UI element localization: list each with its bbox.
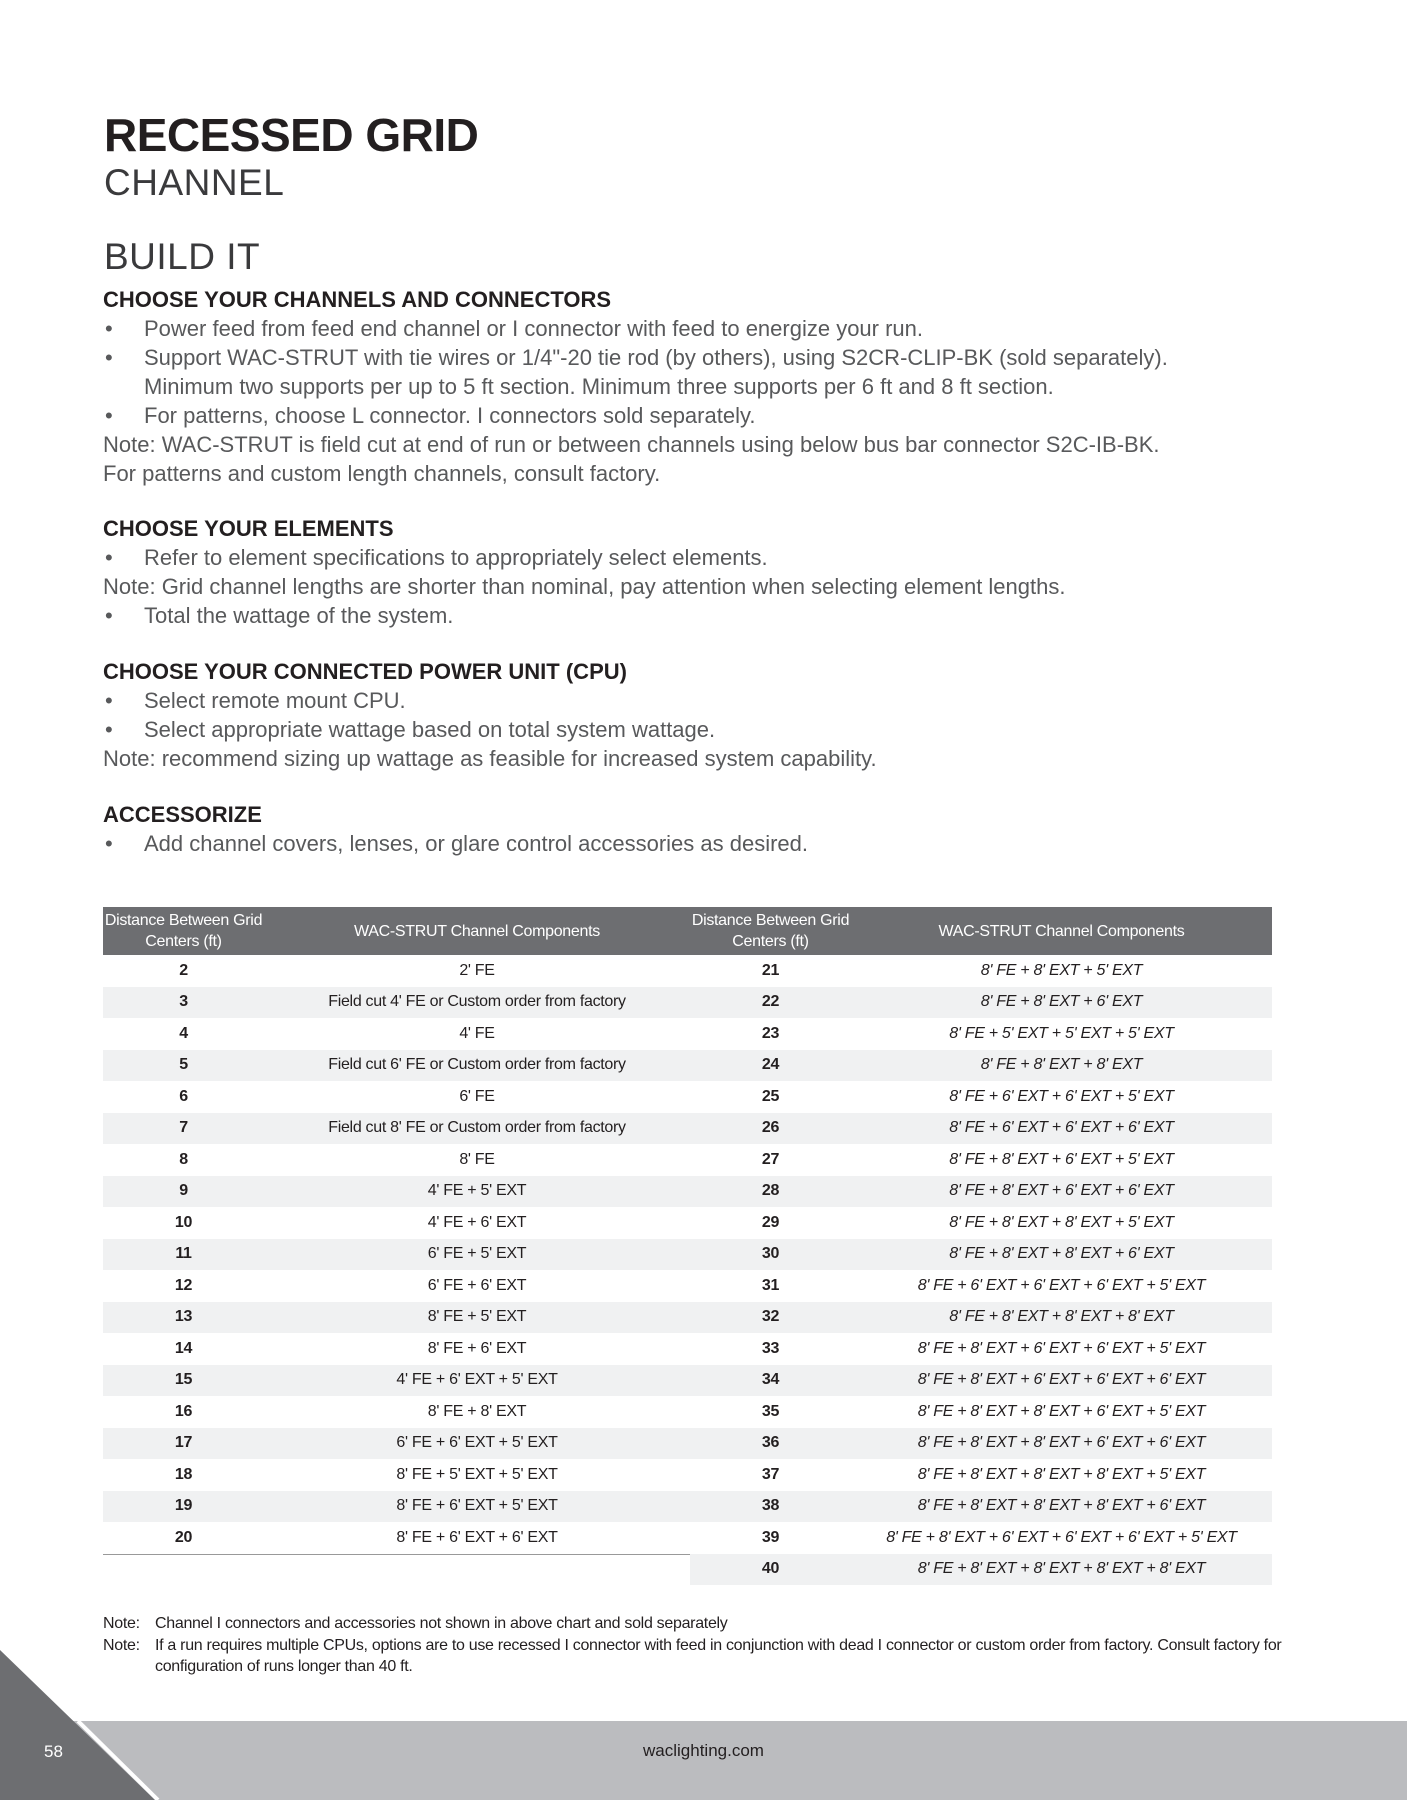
table-row	[690, 1207, 1272, 1239]
table-row	[103, 1270, 690, 1302]
components-cell: 8' FE + 8' EXT + 8' EXT + 8' EXT + 8' EXT	[917, 1560, 1206, 1578]
components-cell: 8' FE + 8' EXT + 8' EXT + 6' EXT + 6' EXT	[917, 1434, 1206, 1452]
components-cell: 8' FE + 8' EXT + 8' EXT + 5' EXT	[949, 1213, 1174, 1231]
section-channels	[103, 285, 1168, 488]
distance-cell: 12	[174, 1276, 193, 1294]
distance-cell: 26	[761, 1119, 780, 1137]
table-row	[103, 1302, 690, 1334]
table-row	[690, 1050, 1272, 1082]
components-cell: 8' FE + 8' EXT + 6' EXT + 6' EXT + 6' EXT	[917, 1371, 1206, 1389]
components-cell: 4' FE + 6' EXT + 5' EXT	[396, 1371, 558, 1389]
table-left-half	[103, 955, 690, 1555]
table-row	[103, 1207, 690, 1239]
distance-cell: 37	[761, 1465, 780, 1483]
table-row	[690, 955, 1272, 987]
note	[103, 1613, 1335, 1635]
table-row	[690, 1144, 1272, 1176]
table-row	[690, 1081, 1272, 1113]
distance-cell: 3	[179, 993, 188, 1011]
table-row	[103, 1459, 690, 1491]
distance-cell: 18	[174, 1465, 193, 1483]
table-row	[103, 1428, 690, 1460]
table-row	[690, 1239, 1272, 1271]
footer-url[interactable]: waclighting.com	[643, 1741, 764, 1760]
components-cell: 8' FE + 6' EXT + 5' EXT	[396, 1497, 558, 1515]
table-row	[103, 1050, 690, 1082]
components-cell: Field cut 4' FE or Custom order from factory	[328, 993, 626, 1011]
note-label: Note:	[103, 1615, 140, 1632]
bullet-item: • Refer to element specifications to appropriately select elements.	[103, 543, 1065, 572]
distance-cell: 2	[179, 961, 188, 979]
table-row	[690, 1522, 1272, 1554]
bullet-item: • Support WAC-STRUT with tie wires or 1/4"-20 tie rod (by others), using S2CR-CLIP-BK (sold separately).	[103, 343, 1168, 372]
distance-cell: 17	[174, 1434, 193, 1452]
components-cell: 8' FE + 8' EXT + 8' EXT + 8' EXT + 5' EXT	[917, 1465, 1206, 1483]
section-heading: CHOOSE YOUR ELEMENTS	[103, 516, 394, 541]
components-cell: 4' FE + 6' EXT	[427, 1213, 527, 1231]
components-cell: 6' FE + 6' EXT	[427, 1276, 527, 1294]
distance-cell: 13	[174, 1308, 193, 1326]
components-cell: Field cut 8' FE or Custom order from factory	[328, 1119, 626, 1137]
distance-cell: 21	[761, 961, 780, 979]
bullet-item: • Select appropriate wattage based on total system wattage.	[103, 715, 877, 744]
notes	[103, 1613, 1335, 1678]
components-cell: 8' FE + 8' EXT + 6' EXT + 5' EXT	[949, 1150, 1174, 1168]
distance-cell: 4	[179, 1024, 188, 1042]
table-row	[690, 1302, 1272, 1334]
components-cell: 4' FE + 5' EXT	[427, 1182, 527, 1200]
header-components: WAC-STRUT Channel Components	[938, 922, 1185, 940]
table-header	[103, 907, 1272, 955]
components-cell: 6' FE + 6' EXT + 5' EXT	[396, 1434, 558, 1452]
table-row	[103, 1522, 690, 1554]
distance-cell: 24	[761, 1056, 780, 1074]
table-row	[103, 1365, 690, 1397]
components-cell: 8' FE + 8' EXT + 8' EXT + 8' EXT + 6' EXT	[917, 1497, 1206, 1515]
corner-triangle-decoration	[0, 1650, 160, 1800]
table-row	[690, 1396, 1272, 1428]
distance-cell: 8	[179, 1150, 188, 1168]
components-cell: 8' FE	[459, 1150, 495, 1168]
components-cell: 8' FE + 8' EXT + 6' EXT	[980, 993, 1143, 1011]
distance-cell: 30	[761, 1245, 780, 1263]
table-row	[103, 1396, 690, 1428]
components-cell: 8' FE + 5' EXT	[427, 1308, 527, 1326]
page-number: 58	[44, 1742, 63, 1761]
section-heading: CHOOSE YOUR CONNECTED POWER UNIT (CPU)	[103, 659, 627, 684]
note-text: Note: WAC-STRUT is field cut at end of run or between channels using below bus bar connector S2C-IB-BK.	[103, 432, 1160, 457]
table-row	[103, 1491, 690, 1523]
components-cell: Field cut 6' FE or Custom order from factory	[328, 1056, 626, 1074]
note-label: Note:	[103, 1636, 140, 1654]
distance-cell: 6	[179, 1087, 188, 1105]
note-text: For patterns and custom length channels, consult factory.	[103, 461, 661, 486]
components-cell: 4' FE	[459, 1024, 495, 1042]
distance-cell: 11	[175, 1245, 192, 1263]
table-row	[103, 1113, 690, 1145]
table-row	[103, 1333, 690, 1365]
bullet-item: • Add channel covers, lenses, or glare control accessories as desired.	[103, 829, 808, 858]
distance-cell: 25	[761, 1087, 780, 1105]
table-row	[103, 955, 690, 987]
distance-cell: 32	[761, 1308, 780, 1326]
distance-cell: 38	[761, 1497, 780, 1515]
components-cell: 6' FE	[459, 1087, 495, 1105]
components-cell: 8' FE + 6' EXT	[427, 1339, 527, 1357]
page-title: RECESSED GRID	[104, 109, 479, 161]
table-row	[690, 1018, 1272, 1050]
bullet-item: • For patterns, choose L connector. I connectors sold separately.	[103, 401, 1168, 430]
components-table	[103, 907, 1272, 1578]
distance-cell: 33	[761, 1339, 780, 1357]
components-cell: 6' FE + 5' EXT	[427, 1245, 527, 1263]
distance-cell: 5	[179, 1056, 188, 1074]
distance-cell: 19	[174, 1497, 193, 1515]
components-cell: 8' FE + 8' EXT + 8' EXT + 8' EXT	[949, 1308, 1174, 1326]
components-cell: 8' FE + 8' EXT + 8' EXT + 6' EXT	[949, 1245, 1174, 1263]
table-row	[103, 1081, 690, 1113]
distance-cell: 20	[174, 1528, 193, 1546]
table-row	[690, 1459, 1272, 1491]
section-accessorize	[103, 800, 808, 858]
note-text: Minimum two supports per up to 5 ft section. Minimum three supports per 6 ft and 8 ft section.	[144, 374, 1054, 399]
components-cell: 8' FE + 8' EXT + 8' EXT + 6' EXT + 5' EXT	[917, 1402, 1206, 1420]
distance-cell: 29	[761, 1213, 780, 1231]
distance-cell: 16	[174, 1402, 193, 1420]
distance-cell: 40	[761, 1560, 780, 1578]
page-subtitle: CHANNEL	[104, 162, 285, 203]
table-row	[690, 1333, 1272, 1365]
components-cell: 8' FE + 8' EXT	[427, 1402, 527, 1420]
components-cell: 8' FE + 8' EXT + 8' EXT	[980, 1056, 1143, 1074]
table-row	[690, 1365, 1272, 1397]
table-row	[690, 1270, 1272, 1302]
table-row	[103, 987, 690, 1019]
note-text: Channel I connectors and accessories not shown in above chart and sold separately	[155, 1615, 728, 1632]
components-cell: 8' FE + 8' EXT + 6' EXT + 6' EXT + 6' EXT + 5' EXT	[886, 1528, 1237, 1546]
note	[103, 1635, 1335, 1678]
distance-cell: 31	[761, 1276, 780, 1294]
table-row	[690, 1428, 1272, 1460]
components-cell: 8' FE + 5' EXT + 5' EXT + 5' EXT	[949, 1024, 1174, 1042]
note-text: Note: recommend sizing up wattage as feasible for increased system capability.	[103, 746, 877, 771]
bullet-item: • Select remote mount CPU.	[103, 686, 877, 715]
table-row	[690, 1554, 1272, 1586]
distance-cell: 10	[174, 1213, 193, 1231]
table-row	[103, 1176, 690, 1208]
components-cell: 8' FE + 8' EXT + 5' EXT	[980, 961, 1143, 979]
distance-cell: 27	[761, 1150, 780, 1168]
section-heading: ACCESSORIZE	[103, 802, 262, 827]
distance-cell: 35	[761, 1402, 780, 1420]
table-right-half	[690, 955, 1272, 1585]
components-cell: 8' FE + 5' EXT + 5' EXT	[396, 1465, 558, 1483]
bullet-item: • Power feed from feed end channel or I connector with feed to energize your run.	[103, 314, 1168, 343]
distance-cell: 22	[761, 993, 780, 1011]
header-components: WAC-STRUT Channel Components	[354, 922, 600, 940]
distance-cell: 28	[761, 1182, 780, 1200]
table-row	[690, 1491, 1272, 1523]
note-text: If a run requires multiple CPUs, options are to use recessed I connector with feed in conjunction with dead I connector or custom order from factory. Consult factory for configuration of runs longer than 40 ft.	[155, 1636, 1282, 1675]
bullet-item: • Total the wattage of the system.	[103, 601, 1065, 630]
components-cell: 8' FE + 6' EXT + 6' EXT + 6' EXT + 5' EXT	[917, 1276, 1206, 1294]
table-row	[690, 987, 1272, 1019]
section-heading: CHOOSE YOUR CHANNELS AND CONNECTORS	[103, 287, 612, 312]
note-text: Note: Grid channel lengths are shorter than nominal, pay attention when selecting element lengths.	[103, 574, 1066, 599]
distance-cell: 9	[179, 1182, 188, 1200]
table-row	[690, 1113, 1272, 1145]
distance-cell: 15	[174, 1371, 193, 1389]
distance-cell: 34	[761, 1371, 780, 1389]
distance-cell: 39	[761, 1528, 780, 1546]
distance-cell: 14	[174, 1339, 193, 1357]
table-row	[103, 1144, 690, 1176]
components-cell: 8' FE + 8' EXT + 6' EXT + 6' EXT	[949, 1182, 1174, 1200]
components-cell: 8' FE + 8' EXT + 6' EXT + 6' EXT + 5' EXT	[917, 1339, 1206, 1357]
components-cell: 8' FE + 6' EXT + 6' EXT + 6' EXT	[949, 1119, 1174, 1137]
components-cell: 2' FE	[459, 961, 495, 979]
section-cpu	[103, 657, 877, 773]
distance-cell: 7	[179, 1119, 188, 1137]
components-cell: 8' FE + 6' EXT + 6' EXT + 5' EXT	[949, 1087, 1174, 1105]
distance-cell: 23	[761, 1024, 780, 1042]
table-row	[103, 1018, 690, 1050]
components-cell: 8' FE + 6' EXT + 6' EXT	[396, 1528, 558, 1546]
header-distance: Distance Between Grid Centers (ft)	[691, 912, 850, 950]
section-elements	[103, 514, 1065, 630]
table-row	[103, 1239, 690, 1271]
distance-cell: 36	[761, 1434, 780, 1452]
header-distance: Distance Between Grid Centers (ft)	[104, 912, 263, 950]
table-row	[690, 1176, 1272, 1208]
section-title: BUILD IT	[104, 236, 261, 277]
